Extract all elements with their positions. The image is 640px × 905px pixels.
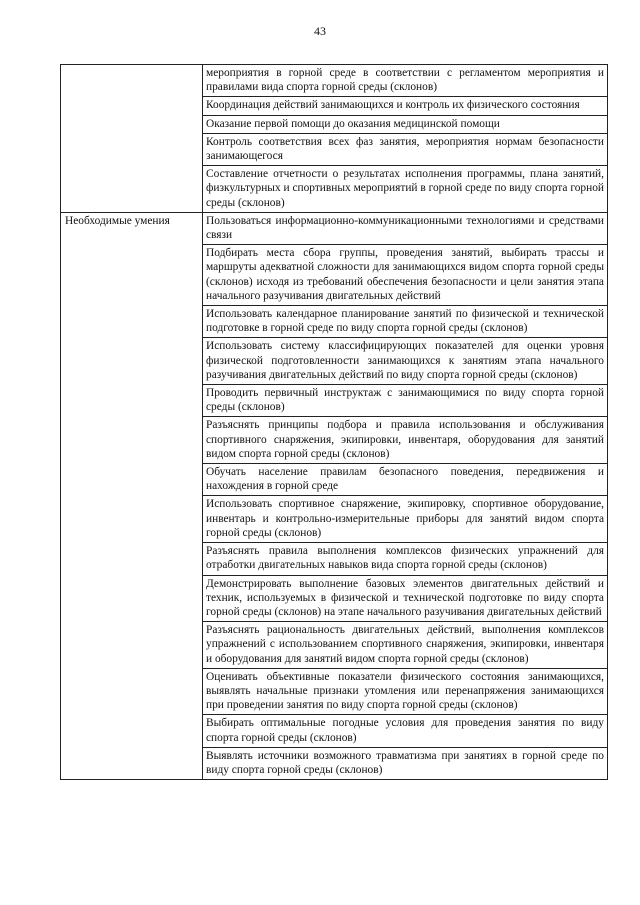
table-cell-text: Разъяснять рациональность двигательных действий, выполнения комплексов упражнений с использованием спортивного снаряжения, экипировки, инвентаря и оборудования для занятий видом спорта горной среды (склонов) xyxy=(203,622,608,669)
table-cell-text: Использовать систему классифицирующих показателей для оценки уровня физической подготовленности занимающихся к занятиям этапа начального разучивания двигательных действий по виду спорта горной среды (склонов) xyxy=(203,338,608,385)
table-cell-text: Разъяснять правила выполнения комплексов физических упражнений для отработки двигательных навыков вида спорта горной среды (склонов) xyxy=(203,543,608,575)
required-skills-section-label: Необходимые умения xyxy=(61,212,203,779)
table-cell-text: Демонстрировать выполнение базовых элементов двигательных действий и техник, используемых в физической и технической подготовке по виду спорта горной среды (склонов) на этапе начального разучивания двигательных действий xyxy=(203,575,608,622)
table-cell-text: Проводить первичный инструктаж с занимающимися по виду спорта горной среды (склонов) xyxy=(203,385,608,417)
table-cell-text: Пользоваться информационно-коммуникационными технологиями и средствами связи xyxy=(203,212,608,244)
table-row xyxy=(61,65,608,97)
table-cell-text: Координация действий занимающихся и контроль их физического состояния xyxy=(203,97,608,115)
table-body xyxy=(61,65,608,780)
table-row xyxy=(61,212,608,244)
previous-section-label xyxy=(61,65,203,213)
table-cell-text: Использовать спортивное снаряжение, экипировку, спортивное оборудование, инвентарь и контрольно-измерительные приборы для занятий видом спорта горной среды (склонов) xyxy=(203,496,608,543)
table-cell-text: Составление отчетности о результатах исполнения программы, плана занятий, физкультурных и спортивных мероприятий в горной среде по виду спорта горной среды (склонов) xyxy=(203,166,608,213)
requirements-table xyxy=(60,64,608,780)
table-cell-text: Использовать календарное планирование занятий по физической и технической подготовке в горной среде по виду спорта горной среды (склонов) xyxy=(203,306,608,338)
table-cell-text: Контроль соответствия всех фаз занятия, мероприятия нормам безопасности занимающегося xyxy=(203,133,608,165)
table-cell-text: мероприятия в горной среде в соответствии с регламентом мероприятия и правилами вида спорта горной среды (склонов) xyxy=(203,65,608,97)
table-cell-text: Выбирать оптимальные погодные условия для проведения занятия по виду спорта горной среды (склонов) xyxy=(203,715,608,747)
table-cell-text: Разъяснять принципы подбора и правила использования и обслуживания спортивного снаряжения, экипировки, инвентаря, оборудования для занятий видом спорта горной среды (склонов) xyxy=(203,417,608,464)
table-cell-text: Обучать население правилам безопасного поведения, передвижения и нахождения в горной среде xyxy=(203,464,608,496)
table-cell-text: Подбирать места сбора группы, проведения занятий, выбирать трассы и маршруты адекватной сложности для занимающихся видом спорта горной среды (склонов) исходя из требований обеспечения безопасности и цели занятия этапа начального разучивания двигательных действий xyxy=(203,245,608,306)
table-cell-text: Выявлять источники возможного травматизма при занятиях в горной среде по виду спорта горной среды (склонов) xyxy=(203,747,608,779)
page-number: 43 xyxy=(314,24,326,38)
table-cell-text: Оценивать объективные показатели физического состояния занимающихся, выявлять начальные признаки утомления или перенапряжения занимающихся при проведении занятия по виду спорта горной среды (склонов) xyxy=(203,668,608,715)
table-cell-text: Оказание первой помощи до оказания медицинской помощи xyxy=(203,115,608,133)
